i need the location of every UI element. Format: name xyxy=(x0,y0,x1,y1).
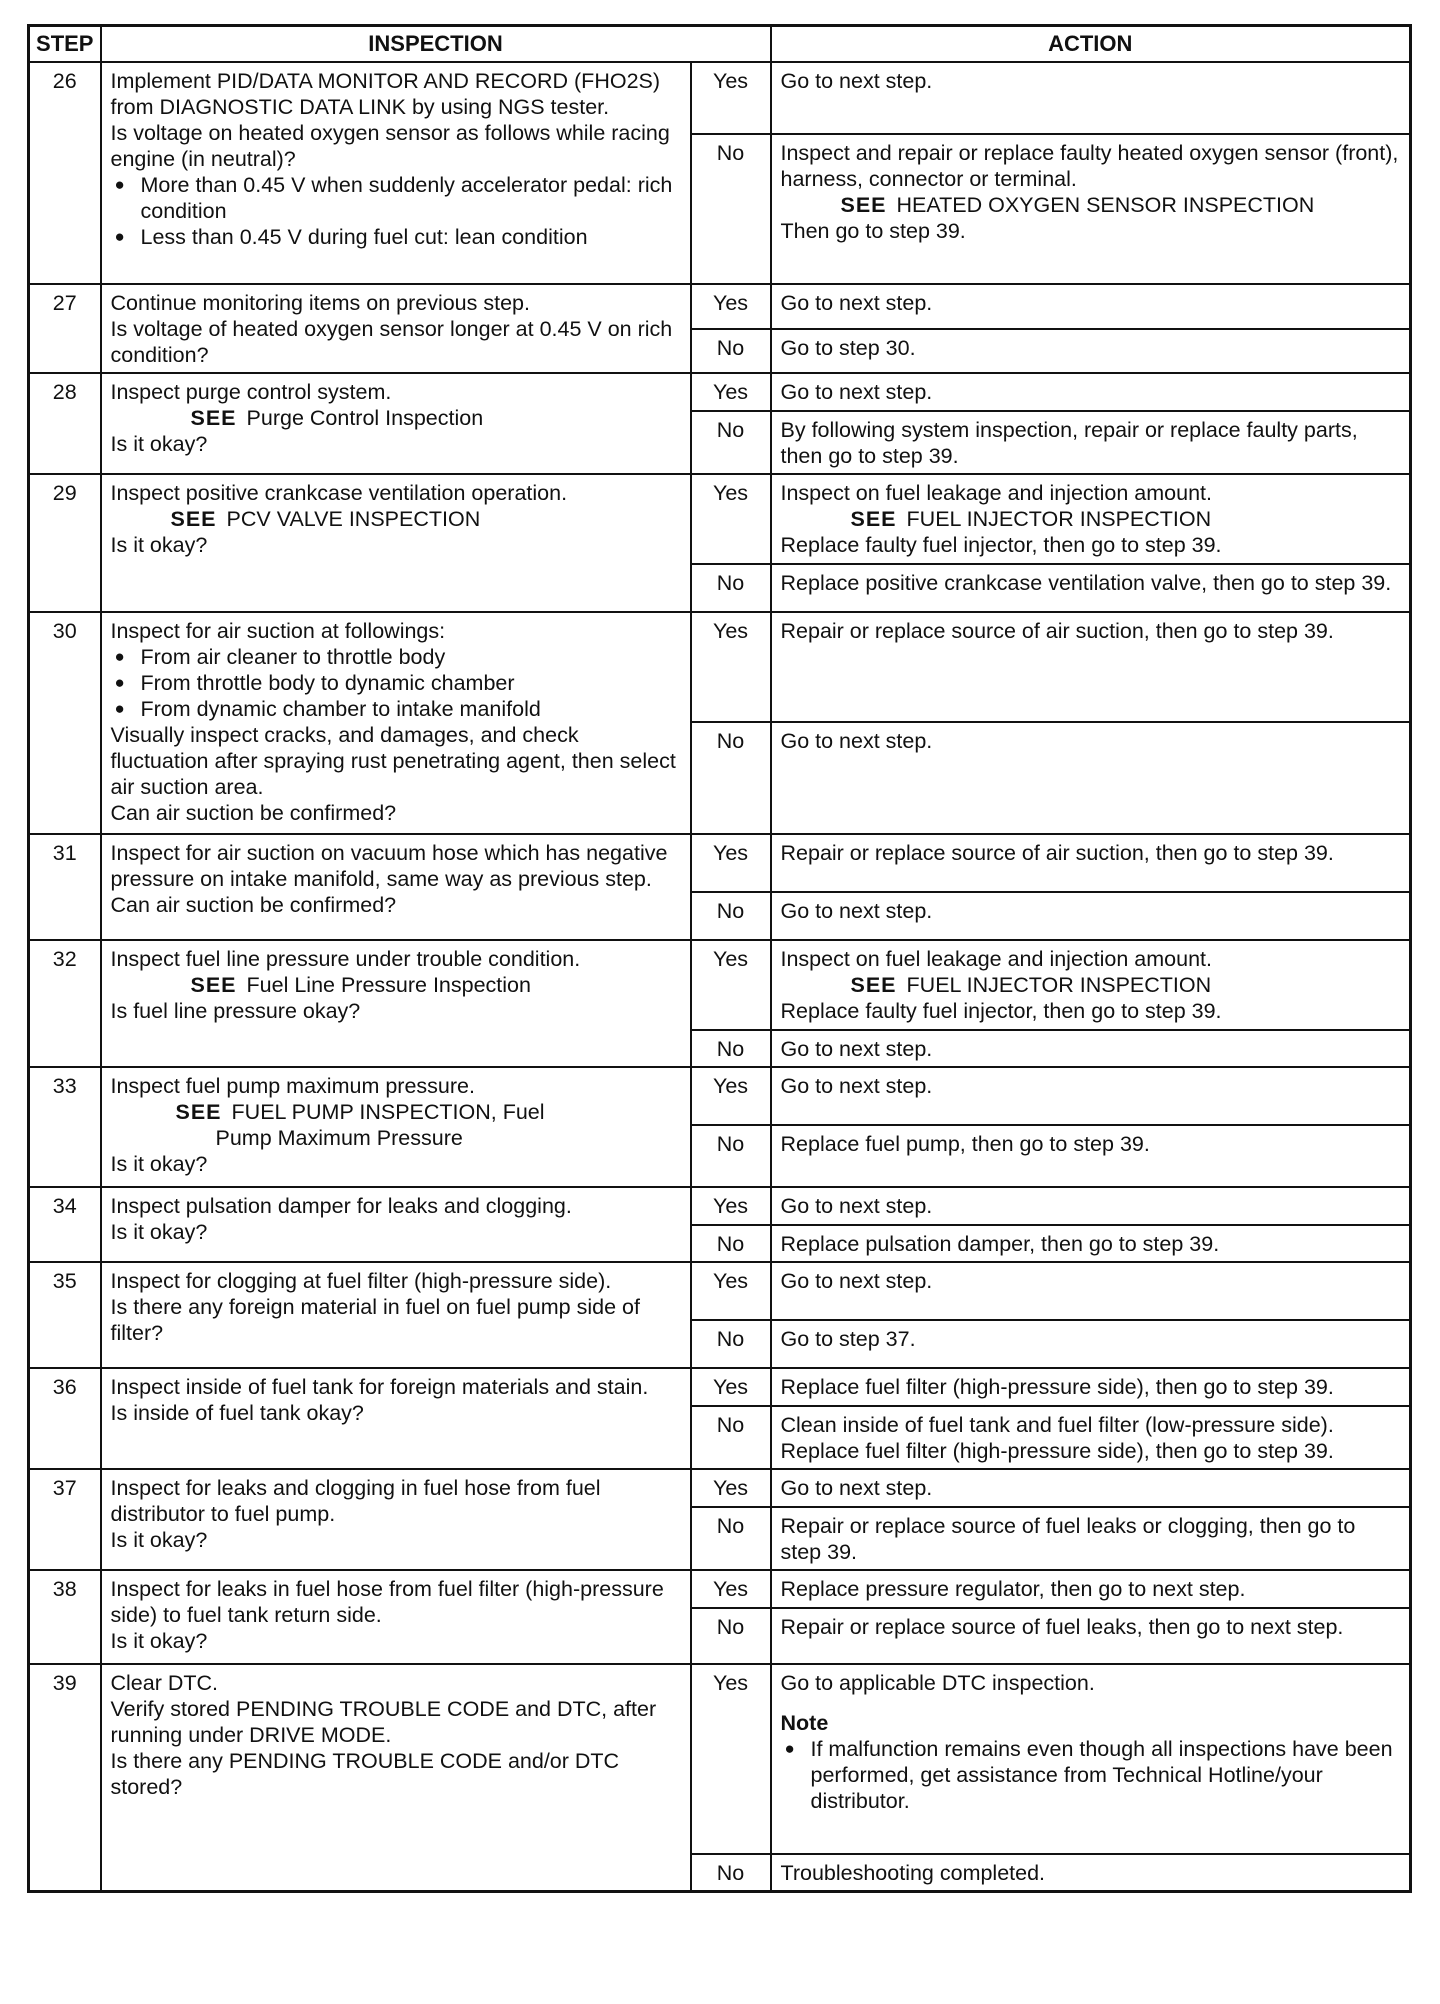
no-label: No xyxy=(691,329,771,373)
see-target: FUEL INJECTOR INSPECTION xyxy=(906,973,1212,997)
no-action xyxy=(771,1406,1411,1469)
no-action xyxy=(771,1507,1411,1570)
no-action xyxy=(771,1320,1411,1368)
bullet-item: ● From throttle body to dynamic chamber xyxy=(111,670,681,696)
step-number: 32 xyxy=(29,940,101,1067)
text-line: Inspect for clogging at fuel filter (high-pressure side). xyxy=(110,1269,612,1293)
text-line: Is it okay? xyxy=(110,1528,208,1552)
yes-label: Yes xyxy=(691,284,771,329)
text-line: Inspect inside of fuel tank for foreign materials and stain. xyxy=(110,1375,649,1399)
text-line: Replace fuel filter (high-pressure side), then go to step 39. xyxy=(780,1375,1334,1399)
yes-action xyxy=(771,474,1411,564)
no-label: No xyxy=(691,411,771,474)
text-line: Go to next step. xyxy=(780,291,933,315)
yes-label: Yes xyxy=(691,1664,771,1854)
text-line: Inspect on fuel leakage and injection amount. xyxy=(780,947,1212,971)
header-inspection: INSPECTION xyxy=(101,26,771,63)
text-line: Troubleshooting completed. xyxy=(780,1861,1046,1885)
step-number: 33 xyxy=(29,1067,101,1187)
see-reference xyxy=(111,1099,681,1125)
note-title: Note xyxy=(780,1711,829,1735)
text-line: Go to step 37. xyxy=(780,1327,916,1351)
yes-action xyxy=(771,1570,1411,1608)
see-target: Fuel Line Pressure Inspection xyxy=(246,973,531,997)
yes-action xyxy=(771,1067,1411,1125)
text-line: Is voltage on heated oxygen sensor as follows while racing engine (in neutral)? xyxy=(110,121,670,171)
inspection-cell xyxy=(101,373,691,474)
no-action xyxy=(771,1854,1411,1892)
no-label: No xyxy=(691,1854,771,1892)
step-row-28 xyxy=(29,373,1411,411)
step-number: 35 xyxy=(29,1262,101,1368)
text-line: Inspect for air suction at followings: xyxy=(110,619,446,643)
step-row-29 xyxy=(29,474,1411,564)
bullet-list xyxy=(111,172,681,250)
see-reference xyxy=(781,192,1401,218)
text-line: Go to next step. xyxy=(780,1269,933,1293)
step-row-37 xyxy=(29,1469,1411,1507)
see-label: SEE xyxy=(175,1100,222,1124)
no-action xyxy=(771,892,1411,940)
text-line: Visually inspect cracks, and damages, and check fluctuation after spraying rust penetrating agent, then select air suction area. xyxy=(110,723,676,799)
no-label: No xyxy=(691,892,771,940)
yes-action xyxy=(771,1262,1411,1320)
inspection-cell xyxy=(101,834,691,940)
text-line: Replace pulsation damper, then go to step 39. xyxy=(780,1232,1220,1256)
see-label: SEE xyxy=(840,193,887,217)
yes-label: Yes xyxy=(691,62,771,134)
text-line: Verify stored PENDING TROUBLE CODE and DTC, after running under DRIVE MODE. xyxy=(110,1697,657,1747)
see-target: FUEL INJECTOR INSPECTION xyxy=(906,507,1212,531)
inspection-cell xyxy=(101,940,691,1067)
yes-label: Yes xyxy=(691,474,771,564)
step-number: 27 xyxy=(29,284,101,373)
see-label: SEE xyxy=(190,406,237,430)
yes-action xyxy=(771,612,1411,722)
text-line: Inspect and repair or replace faulty heated oxygen sensor (front), harness, connector or terminal. xyxy=(780,141,1399,191)
no-action xyxy=(771,1225,1411,1262)
see-target: FUEL PUMP INSPECTION, Fuel xyxy=(231,1100,545,1124)
yes-label: Yes xyxy=(691,1262,771,1320)
inspection-cell xyxy=(101,1067,691,1187)
no-label: No xyxy=(691,564,771,612)
no-label: No xyxy=(691,1507,771,1570)
yes-action xyxy=(771,373,1411,411)
see-continuation: Pump Maximum Pressure xyxy=(215,1126,463,1150)
no-label: No xyxy=(691,1225,771,1262)
step-row-36 xyxy=(29,1368,1411,1406)
text-line: Go to applicable DTC inspection. xyxy=(780,1671,1095,1695)
step-row-27 xyxy=(29,284,1411,329)
yes-label: Yes xyxy=(691,1368,771,1406)
text-line: Is voltage of heated oxygen sensor longer at 0.45 V on rich condition? xyxy=(110,317,673,367)
inspection-cell xyxy=(101,1368,691,1469)
no-action xyxy=(771,411,1411,474)
text-line: By following system inspection, repair or replace faulty parts, then go to step 39. xyxy=(780,418,1358,468)
step-number: 26 xyxy=(29,62,101,284)
text-line: Go to next step. xyxy=(780,729,933,753)
yes-label: Yes xyxy=(691,834,771,892)
step-row-33 xyxy=(29,1067,1411,1125)
step-row-38 xyxy=(29,1570,1411,1608)
text-line: Clear DTC. xyxy=(110,1671,219,1695)
yes-action xyxy=(771,1664,1411,1854)
see-label: SEE xyxy=(850,507,897,531)
step-row-39 xyxy=(29,1664,1411,1854)
inspection-cell xyxy=(101,1570,691,1664)
text-line: Is it okay? xyxy=(110,1629,208,1653)
text-line: Replace faulty fuel injector, then go to step 39. xyxy=(780,533,1222,557)
text-line: Go to next step. xyxy=(780,1194,933,1218)
text-line: Replace faulty fuel injector, then go to step 39. xyxy=(780,999,1222,1023)
text-line: Is it okay? xyxy=(110,533,208,557)
text-line: Go to next step. xyxy=(780,380,933,404)
text-line: Go to next step. xyxy=(780,899,933,923)
text-line: Replace fuel pump, then go to step 39. xyxy=(780,1132,1150,1156)
text-line: Repair or replace source of air suction, then go to step 39. xyxy=(780,619,1334,643)
yes-label: Yes xyxy=(691,612,771,722)
yes-action xyxy=(771,1469,1411,1507)
no-action xyxy=(771,722,1411,834)
step-row-26 xyxy=(29,62,1411,134)
text-line: Replace pressure regulator, then go to next step. xyxy=(780,1577,1246,1601)
see-target: PCV VALVE INSPECTION xyxy=(226,507,481,531)
text-line: Repair or replace source of fuel leaks, then go to next step. xyxy=(780,1615,1344,1639)
see-reference xyxy=(111,506,681,532)
see-label: SEE xyxy=(850,973,897,997)
text-line: Replace positive crankcase ventilation valve, then go to step 39. xyxy=(780,571,1392,595)
text-line: Can air suction be confirmed? xyxy=(110,893,397,917)
see-reference xyxy=(111,405,681,431)
header-action: ACTION xyxy=(771,26,1411,63)
no-action xyxy=(771,329,1411,373)
no-label: No xyxy=(691,1030,771,1067)
yes-label: Yes xyxy=(691,1067,771,1125)
see-reference xyxy=(781,506,1401,532)
see-label: SEE xyxy=(190,973,237,997)
step-number: 29 xyxy=(29,474,101,612)
text-line: Inspect fuel pump maximum pressure. xyxy=(110,1074,475,1098)
yes-label: Yes xyxy=(691,1570,771,1608)
text-line: Can air suction be confirmed? xyxy=(110,801,397,825)
text-line: Is fuel line pressure okay? xyxy=(110,999,361,1023)
no-action xyxy=(771,1030,1411,1067)
text-line: Is inside of fuel tank okay? xyxy=(110,1401,364,1425)
step-number: 37 xyxy=(29,1469,101,1570)
no-label: No xyxy=(691,1406,771,1469)
bullet-item: ● From air cleaner to throttle body xyxy=(111,644,681,670)
see-label: SEE xyxy=(170,507,217,531)
inspection-cell xyxy=(101,284,691,373)
no-action xyxy=(771,134,1411,284)
text-line: Repair or replace source of air suction, then go to step 39. xyxy=(780,841,1334,865)
step-row-32 xyxy=(29,940,1411,1030)
text-line: Inspect purge control system. xyxy=(110,380,392,404)
yes-action xyxy=(771,62,1411,134)
text-line: Inspect for air suction on vacuum hose which has negative pressure on intake manifold, same way as previous step. xyxy=(110,841,668,891)
bullet-list xyxy=(111,644,681,722)
yes-label: Yes xyxy=(691,1187,771,1225)
step-number: 39 xyxy=(29,1664,101,1892)
text-line: Then go to step 39. xyxy=(780,219,966,243)
text-line: Go to next step. xyxy=(780,1037,933,1061)
yes-action xyxy=(771,284,1411,329)
yes-action xyxy=(771,1187,1411,1225)
yes-action xyxy=(771,834,1411,892)
text-line: Go to next step. xyxy=(780,69,933,93)
bullet-item: ● From dynamic chamber to intake manifold xyxy=(111,696,681,722)
bullet-item: ● If malfunction remains even though all inspections have been performed, get assistance from Technical Hotline/your distributor. xyxy=(781,1736,1401,1814)
table-body xyxy=(29,62,1411,1892)
text-line: Inspect positive crankcase ventilation operation. xyxy=(110,481,568,505)
see-reference xyxy=(781,972,1401,998)
no-action xyxy=(771,1608,1411,1664)
text-line: Inspect for leaks and clogging in fuel hose from fuel distributor to fuel pump. xyxy=(110,1476,601,1526)
text-line: Is it okay? xyxy=(110,432,208,456)
inspection-cell xyxy=(101,1187,691,1262)
yes-label: Yes xyxy=(691,1469,771,1507)
text-line: Inspect on fuel leakage and injection amount. xyxy=(780,481,1212,505)
inspection-cell xyxy=(101,1469,691,1570)
text-line: Clean inside of fuel tank and fuel filter (low-pressure side). xyxy=(780,1413,1334,1437)
inspection-cell xyxy=(101,62,691,284)
step-number: 34 xyxy=(29,1187,101,1262)
step-row-34 xyxy=(29,1187,1411,1225)
no-label: No xyxy=(691,722,771,834)
text-line: Replace fuel filter (high-pressure side), then go to step 39. xyxy=(780,1439,1334,1463)
text-line: Go to next step. xyxy=(780,1074,933,1098)
troubleshooting-table xyxy=(27,24,1412,1893)
text-line: Inspect fuel line pressure under trouble condition. xyxy=(110,947,581,971)
text-line: Inspect pulsation damper for leaks and clogging. xyxy=(110,1194,572,1218)
see-target: Purge Control Inspection xyxy=(246,406,484,430)
step-number: 38 xyxy=(29,1570,101,1664)
yes-action xyxy=(771,940,1411,1030)
step-row-31 xyxy=(29,834,1411,892)
no-label: No xyxy=(691,134,771,284)
text-line: Go to next step. xyxy=(780,1476,933,1500)
yes-label: Yes xyxy=(691,373,771,411)
step-row-30 xyxy=(29,612,1411,722)
step-row-35 xyxy=(29,1262,1411,1320)
no-action xyxy=(771,1125,1411,1187)
text-line: Implement PID/DATA MONITOR AND RECORD (FHO2S) from DIAGNOSTIC DATA LINK by using NGS tester. xyxy=(110,69,661,119)
step-number: 36 xyxy=(29,1368,101,1469)
no-label: No xyxy=(691,1125,771,1187)
text-line: Is it okay? xyxy=(110,1220,208,1244)
step-number: 31 xyxy=(29,834,101,940)
text-line: Inspect for leaks in fuel hose from fuel filter (high-pressure side) to fuel tank return side. xyxy=(110,1577,664,1627)
bullet-item: ● More than 0.45 V when suddenly accelerator pedal: rich condition xyxy=(111,172,681,224)
text-line: Repair or replace source of fuel leaks or clogging, then go to step 39. xyxy=(780,1514,1356,1564)
step-number: 30 xyxy=(29,612,101,834)
yes-label: Yes xyxy=(691,940,771,1030)
no-label: No xyxy=(691,1320,771,1368)
bullet-item: ● Less than 0.45 V during fuel cut: lean condition xyxy=(111,224,681,250)
text-line: Is there any foreign material in fuel on fuel pump side of filter? xyxy=(110,1295,640,1345)
text-line: Is there any PENDING TROUBLE CODE and/or DTC stored? xyxy=(110,1749,620,1799)
bullet-list xyxy=(781,1736,1401,1814)
yes-action xyxy=(771,1368,1411,1406)
inspection-cell xyxy=(101,1262,691,1368)
step-number: 28 xyxy=(29,373,101,474)
inspection-cell xyxy=(101,612,691,834)
text-line: Continue monitoring items on previous step. xyxy=(110,291,530,315)
text-line: Is it okay? xyxy=(110,1152,208,1176)
no-action xyxy=(771,564,1411,612)
see-target: HEATED OXYGEN SENSOR INSPECTION xyxy=(896,193,1315,217)
text-line: Go to step 30. xyxy=(780,336,916,361)
no-label: No xyxy=(691,1608,771,1664)
inspection-cell xyxy=(101,474,691,612)
inspection-cell xyxy=(101,1664,691,1892)
header-row xyxy=(29,26,1411,63)
header-step: STEP xyxy=(29,26,101,63)
see-reference xyxy=(111,972,681,998)
